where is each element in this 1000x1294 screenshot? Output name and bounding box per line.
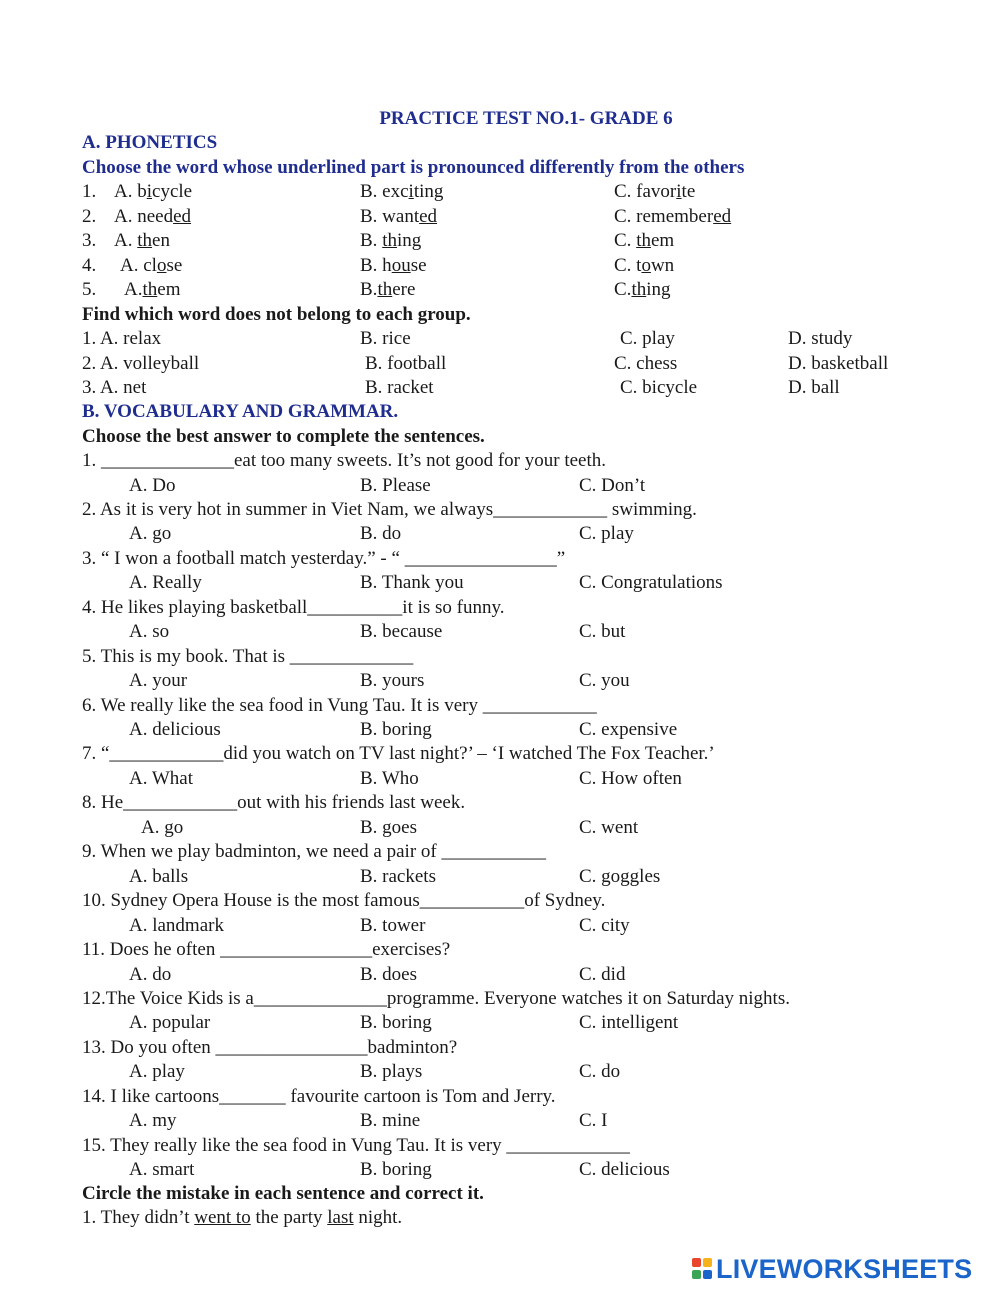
answer-b: B. boring — [360, 719, 432, 740]
section-a-instruction: Choose the word whose underlined part is pronounced differently from the others — [82, 157, 745, 178]
group-option-c: C. play — [620, 328, 675, 349]
word-part: wn — [650, 254, 675, 276]
answer-a: A. landmark — [129, 914, 224, 936]
question-text: 15. They really like the sea food in Vung Tau. It is very _____________ — [82, 1134, 630, 1156]
option-c — [614, 229, 674, 253]
question-text: 12.The Voice Kids is a______________programme. Everyone watches it on Saturday nights. — [82, 987, 790, 1009]
word-part: se — [410, 254, 427, 276]
group-option-b: B. racket — [365, 377, 434, 399]
underlined-part-b: last — [327, 1207, 354, 1228]
question-text: 4. He likes playing basketball__________it is so funny. — [82, 596, 505, 618]
group-option-d: D. ball — [788, 377, 840, 399]
underlined-part: th — [382, 230, 397, 252]
option-b — [360, 254, 427, 278]
question-text: 11. Does he often ________________exercises? — [82, 939, 451, 960]
answer-c: C. Don’t — [579, 474, 646, 496]
underlined-part: ou — [391, 254, 411, 276]
group-option-b: B. rice — [360, 328, 411, 349]
underlined-part: ed — [713, 205, 732, 227]
group-instruction: Find which word does not belong to each group. — [82, 304, 471, 325]
answer-b: B. does — [360, 963, 417, 985]
underlined-part: ed — [173, 205, 192, 227]
answer-a: A. go — [141, 816, 184, 838]
option-a — [124, 278, 180, 302]
question-text: 13. Do you often ________________badminton? — [82, 1036, 458, 1058]
word-part: C. — [614, 279, 632, 301]
answer-c: C. did — [579, 963, 626, 985]
option-c — [614, 180, 695, 204]
answer-b: B. rackets — [360, 865, 436, 887]
question-text: 14. I like cartoons_______ favourite cartoon is Tom and Jerry. — [82, 1085, 556, 1107]
answer-a: A. so — [129, 621, 170, 643]
question-text: 2. As it is very hot in summer in Viet Nam, we always____________ swimming. — [82, 498, 697, 520]
word-part: C. t — [614, 254, 642, 276]
word-part: C. favor — [614, 181, 677, 202]
section-a-heading: A. PHONETICS — [82, 132, 218, 153]
question-text: 6. We really like the sea food in Vung Tau. It is very ____________ — [82, 694, 597, 716]
option-b — [360, 205, 437, 229]
underlined-part: th — [377, 279, 393, 301]
answer-a: A. smart — [129, 1159, 195, 1181]
question-text: 7. “____________did you watch on TV last night?’ – ‘I watched The Fox Teacher.’ — [82, 743, 715, 765]
answer-a: A. What — [129, 767, 194, 789]
group-option-d: D. study — [788, 328, 853, 349]
underlined-part: i — [146, 181, 153, 202]
answer-c: C. delicious — [579, 1159, 670, 1181]
word-part: ting — [413, 181, 444, 202]
underlined-part: o — [156, 254, 167, 276]
answer-a: A. Really — [129, 572, 202, 594]
mistake-sentence-1 — [82, 1206, 402, 1230]
group-option-c: C. chess — [614, 352, 678, 374]
answer-a: A. popular — [129, 1012, 211, 1034]
answer-a: A. balls — [129, 865, 189, 887]
answer-c: C. you — [579, 670, 630, 692]
word-part: cycle — [152, 181, 193, 202]
answer-a: A. my — [129, 1110, 177, 1132]
answer-a: A. play — [129, 1061, 185, 1083]
answer-c: C. goggles — [579, 865, 661, 887]
underlined-part: ed — [419, 205, 438, 227]
underlined-part: i — [676, 181, 682, 202]
answer-b: B. yours — [360, 670, 425, 692]
word-part: C. remember — [614, 205, 714, 227]
underlined-part: i — [408, 181, 414, 202]
answer-c: C. intelligent — [579, 1012, 679, 1034]
question-number: 2. — [82, 205, 97, 227]
group-option-a: 1. A. relax — [82, 328, 162, 349]
option-b — [360, 278, 415, 302]
logo-icon — [692, 1256, 714, 1282]
group-option-c: C. bicycle — [620, 377, 698, 399]
answer-b: B. plays — [360, 1061, 423, 1083]
answer-b: B. mine — [360, 1110, 421, 1132]
word-part: A. b — [114, 181, 147, 202]
section-b-instruction: Choose the best answer to complete the sentences. — [82, 426, 485, 447]
word-part: em — [157, 279, 181, 301]
word-part: B. want — [360, 205, 420, 227]
word-part: em — [650, 230, 675, 252]
word-part: B. — [360, 230, 383, 252]
answer-b: B. boring — [360, 1159, 432, 1181]
word-part: B. exc — [360, 181, 409, 202]
option-b — [360, 180, 443, 204]
answer-b: B. because — [360, 621, 443, 643]
answer-b: B. Thank you — [360, 572, 464, 594]
answer-c: C. Congratulations — [579, 572, 723, 594]
answer-b: B. goes — [360, 816, 417, 838]
question-text: 8. He____________out with his friends last week. — [82, 792, 466, 814]
option-a — [114, 229, 170, 253]
word-part: ing — [646, 279, 671, 301]
question-text: 10. Sydney Opera House is the most famous___________of Sydney. — [82, 890, 606, 912]
answer-a: A. your — [129, 670, 188, 692]
question-number: 5. — [82, 279, 97, 301]
group-option-a: 2. A. volleyball — [82, 352, 200, 374]
question-text: 5. This is my book. That is _____________ — [82, 645, 414, 667]
group-option-a: 3. A. net — [82, 377, 147, 399]
group-option-b: B. football — [365, 352, 447, 374]
answer-b: B. boring — [360, 1012, 432, 1034]
word-part: A. need — [114, 205, 174, 227]
text-part: night. — [353, 1207, 403, 1228]
word-part: ing — [396, 230, 422, 252]
word-part: B. — [360, 279, 378, 301]
liveworksheets-logo — [692, 1254, 972, 1284]
answer-c: C. do — [579, 1061, 621, 1083]
underlined-part: th — [636, 230, 651, 252]
question-text: 9. When we play badminton, we need a pair of ___________ — [82, 841, 546, 863]
option-a — [114, 180, 192, 204]
question-number: 1. — [82, 181, 97, 202]
answer-c: C. but — [579, 621, 626, 643]
text-part: the party — [250, 1207, 328, 1228]
question-text: 3. “ I won a football match yesterday.” - “ ________________” — [82, 547, 566, 569]
answer-a: A. do — [129, 963, 172, 985]
question-text: 1. ______________eat too many sweets. It’s not good for your teeth. — [82, 450, 607, 471]
underlined-part: th — [137, 230, 153, 252]
word-part: se — [166, 254, 183, 276]
option-a — [114, 205, 191, 229]
option-b — [360, 229, 421, 253]
word-part: A. — [124, 279, 143, 301]
answer-a: A. delicious — [129, 719, 221, 740]
word-part: te — [681, 181, 696, 202]
answer-c: C. expensive — [579, 719, 678, 740]
text-part: 1. They didn’t — [82, 1207, 195, 1228]
answer-b: B. do — [360, 523, 402, 545]
answer-c: C. went — [579, 816, 639, 838]
logo-text: LIVEWORKSHEETS — [716, 1253, 973, 1284]
underlined-part: o — [641, 254, 651, 276]
option-c — [614, 254, 674, 278]
answer-b: B. tower — [360, 914, 426, 936]
mistake-instruction: Circle the mistake in each sentence and correct it. — [82, 1183, 484, 1204]
answer-b: B. Who — [360, 767, 419, 789]
answer-c: C. play — [579, 523, 634, 545]
word-part: A. — [114, 230, 138, 252]
answer-a: A. Do — [129, 474, 176, 496]
option-a — [120, 254, 182, 278]
word-part: en — [152, 230, 170, 252]
question-number: 4. — [82, 254, 97, 276]
answer-c: C. city — [579, 914, 630, 936]
underlined-part: th — [631, 279, 647, 301]
word-part: A. cl — [120, 254, 157, 276]
word-part: B. h — [360, 254, 392, 276]
answer-c: C. I — [579, 1110, 608, 1132]
group-option-d: D. basketball — [788, 352, 889, 374]
word-part: ere — [392, 279, 416, 301]
option-c — [614, 278, 671, 302]
underlined-part: th — [142, 279, 158, 301]
answer-c: C. How often — [579, 767, 682, 789]
answer-b: B. Please — [360, 474, 431, 496]
answer-a: A. go — [129, 523, 172, 545]
page-title: PRACTICE TEST NO.1- GRADE 6 — [379, 108, 673, 129]
option-c — [614, 205, 731, 229]
question-number: 3. — [82, 230, 97, 252]
underlined-part-a: went to — [194, 1207, 251, 1228]
section-b-heading: B. VOCABULARY AND GRAMMAR. — [82, 401, 399, 422]
word-part: C. — [614, 230, 637, 252]
